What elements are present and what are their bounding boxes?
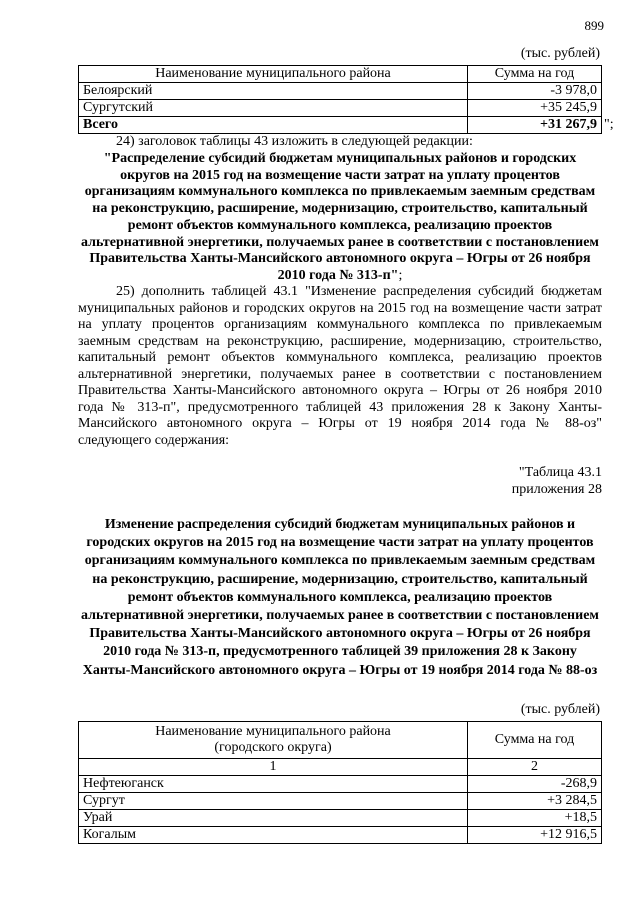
table-row: [79, 793, 602, 810]
table-43-1-heading: Изменение распределения субсидий бюджетам муниципальных районов и городских округов на 2015 год на возмещение части затрат на уплату процентов организациям коммунального комплекса по привлекаемым заемным средствам на реконструкцию, расширение, модернизацию, строительство, капитальный ремонт объектов коммунального комплекса, реализацию проектов альтернативной энергетики, получаемых ранее в соответствии с постановлением Правительства Ханты-Мансийского автономного округа – Югры от 26 ноября 2010 года № 313-п, предусмотренного таблицей 39 приложения 28 к Закону Ханты-Мансийского автономного округа – Югры от 19 ноября 2014 года № 88-оз: [81, 517, 599, 678]
table-row: [79, 810, 602, 827]
district-name: Урай: [79, 810, 468, 827]
unit-label-top: (тыс. рублей): [520, 46, 600, 61]
column-number: 2: [468, 759, 602, 776]
table-total-row: [79, 117, 602, 134]
table-row: [79, 827, 602, 844]
district-value: -268,9: [468, 776, 602, 793]
table-header-row: [79, 722, 602, 759]
item-25-paragraph: 25) дополнить таблицей 43.1 "Изменение распределения субсидий бюджетам муниципальных районов и городских округов на 2015 год на возмещение части затрат на уплату процентов организациям коммунального комплекса по привлекаемым заемным средствам на реконструкцию, расширение, модернизацию, строительство, капитальный ремонт объектов коммунального комплекса, реализацию проектов альтернативной энергетики, получаемых ранее в соответствии с постановлением Правительства Ханты-Мансийского автономного округа – Югры от 26 ноября 2010 года № 313-п", предусмотренного таблицей 43 приложения 28 к Закону Ханты-Мансийского автономного округа – Югры от 19 ноября 2014 года № 88-оз" следующего содержания:: [78, 284, 602, 448]
table-row: [79, 100, 602, 117]
table-row: [79, 776, 602, 793]
table-reference-line1: "Таблица 43.1: [518, 465, 602, 480]
table-header-row: [79, 66, 602, 83]
district-value: +3 284,5: [468, 793, 602, 810]
district-name: Нефтеюганск: [79, 776, 468, 793]
header-district-name: [79, 722, 468, 759]
district-name: Сургут: [79, 793, 468, 810]
header-annual-sum: Сумма на год: [468, 722, 602, 759]
quoted-table-heading: [78, 151, 602, 285]
header-line1: Наименование муниципального района: [155, 724, 391, 739]
table-closing-quote: ";: [604, 117, 614, 132]
district-name: Когалым: [79, 827, 468, 844]
quoted-heading-end: ;: [398, 267, 403, 283]
district-value: +18,5: [468, 810, 602, 827]
total-value: +31 267,9: [468, 117, 602, 134]
page-number: 899: [584, 18, 604, 33]
header-line2: (городского округа): [214, 740, 332, 755]
unit-label-bottom: (тыс. рублей): [520, 702, 600, 717]
table-reference-line2: приложения 28: [511, 482, 602, 497]
table-43-1: [78, 721, 602, 844]
item-24-paragraph: 24) заголовок таблицы 43 изложить в следующей редакции:: [116, 134, 473, 149]
table-row: [79, 83, 602, 100]
column-number: 1: [79, 759, 468, 776]
district-value: +35 245,9: [468, 100, 602, 117]
district-value: +12 916,5: [468, 827, 602, 844]
district-value: -3 978,0: [468, 83, 602, 100]
header-district-name: Наименование муниципального района: [79, 66, 468, 83]
district-name: Белоярский: [79, 83, 468, 100]
district-name: Сургутский: [79, 100, 468, 117]
column-number-row: [79, 759, 602, 776]
quoted-heading-text: "Распределение субсидий бюджетам муниципальных районов и городских округов на 2015 год на возмещение части затрат на уплату процентов организациям коммунального комплекса по привлекаемым заемным средствам на реконструкцию, расширение, модернизацию, строительство, капитальный ремонт объектов коммунального комплекса, реализацию проектов альтернативной энергетики, получаемых ранее в соответствии с постановлением Правительства Ханты-Мансийского автономного округа – Югры от 26 ноября 2010 года № 313-п": [81, 151, 599, 283]
table-municipal-districts: [78, 65, 602, 134]
header-annual-sum: Сумма на год: [468, 66, 602, 83]
total-label: Всего: [79, 117, 468, 134]
